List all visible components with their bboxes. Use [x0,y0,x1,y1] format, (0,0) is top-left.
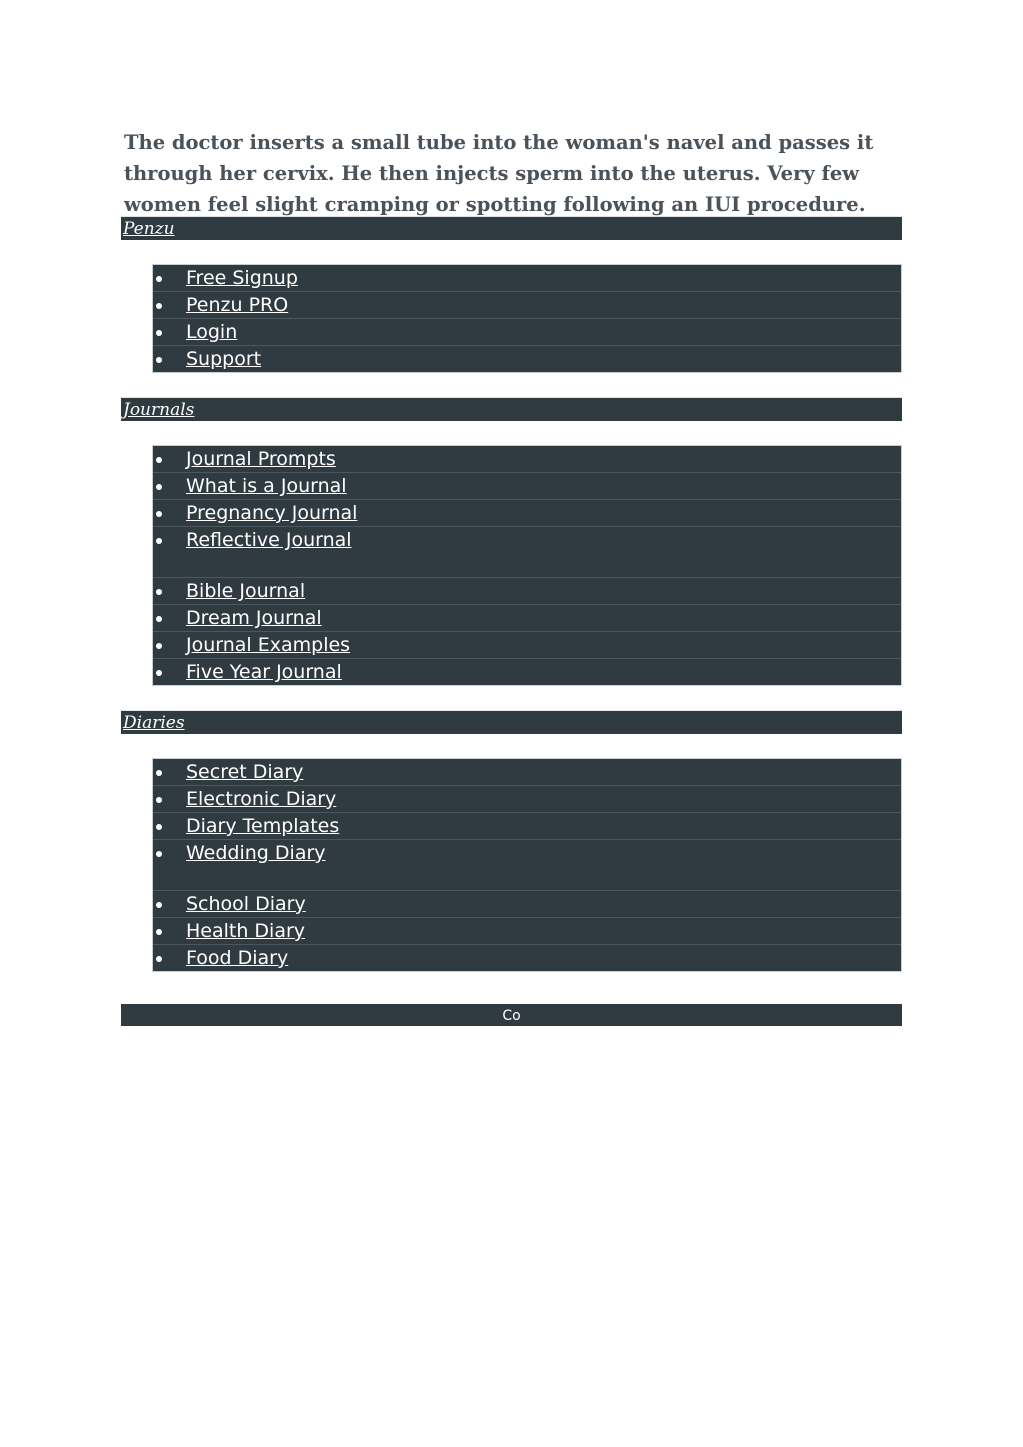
link-support[interactable]: Support [186,348,262,370]
link-bible-journal[interactable]: Bible Journal [186,580,306,602]
link-reflective-journal[interactable]: Reflective Journal [186,529,352,551]
intro-paragraph: The doctor inserts a small tube into the woman's navel and passes it through her cervix. He then injects sperm into the uterus. Very few women feel slight cramping or spotting following an IUI procedure. [124,131,874,216]
link-food-diary[interactable]: Food Diary [186,947,289,969]
list-item [153,659,901,685]
link-five-year-journal[interactable]: Five Year Journal [186,661,342,683]
section-title-diaries [121,710,902,734]
link-wedding-diary[interactable]: Wedding Diary [186,842,326,864]
link-diary-templates[interactable]: Diary Templates [186,815,340,837]
list-item [153,578,901,605]
list-item [153,632,901,659]
list-item [153,945,901,971]
link-school-diary[interactable]: School Diary [186,893,306,915]
link-free-signup[interactable]: Free Signup [186,267,298,289]
list-item [153,759,901,786]
nav-list-penzu [152,264,902,373]
list-item [153,605,901,632]
list-item [153,500,901,527]
link-what-is-a-journal[interactable]: What is a Journal [186,475,347,497]
section-link-diaries[interactable]: Diaries [123,713,185,733]
link-health-diary[interactable]: Health Diary [186,920,306,942]
nav-list-diaries [152,758,902,972]
list-item [153,473,901,500]
footer-text: Co [502,1008,521,1024]
link-journal-prompts[interactable]: Journal Prompts [186,448,336,470]
nav-list-journals [152,445,902,686]
list-item [153,319,901,346]
link-pregnancy-journal[interactable]: Pregnancy Journal [186,502,358,524]
footer-bar [121,1004,902,1026]
list-item [153,840,901,891]
link-login[interactable]: Login [186,321,238,343]
list-item [153,786,901,813]
link-journal-examples[interactable]: Journal Examples [186,634,351,656]
list-item [153,346,901,372]
list-item [153,527,901,578]
list-item [153,265,901,292]
list-item [153,446,901,473]
list-item [153,292,901,319]
list-item [153,918,901,945]
list-item [153,813,901,840]
page-content [121,0,902,1024]
link-penzu-pro[interactable]: Penzu PRO [186,294,289,316]
section-title-journals [121,397,902,421]
link-secret-diary[interactable]: Secret Diary [186,761,304,783]
link-electronic-diary[interactable]: Electronic Diary [186,788,337,810]
section-link-penzu[interactable]: Penzu [123,219,175,239]
section-link-journals[interactable]: Journals [123,400,195,420]
list-item [153,891,901,918]
link-dream-journal[interactable]: Dream Journal [186,607,322,629]
